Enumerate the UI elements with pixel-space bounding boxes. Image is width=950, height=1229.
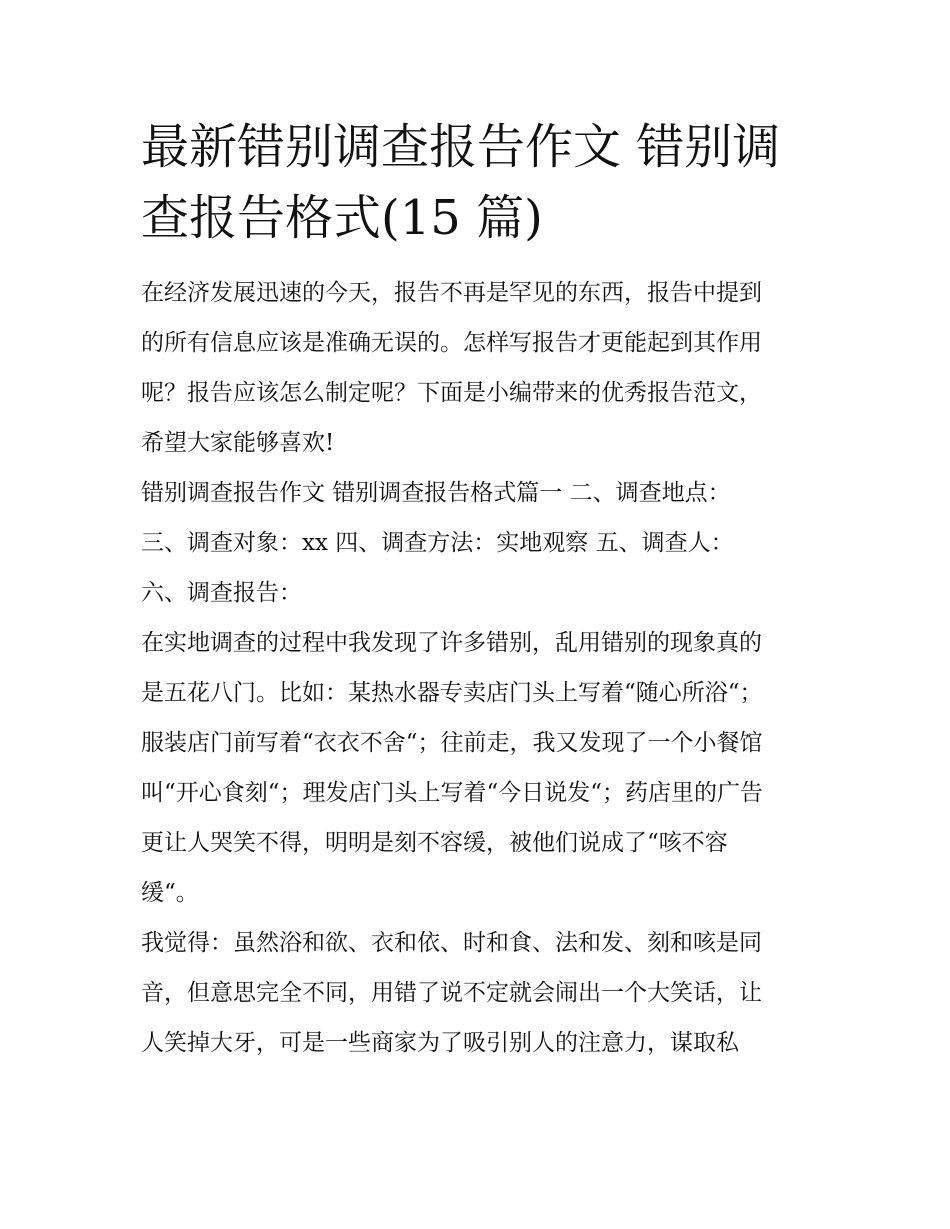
paragraph-intro — [141, 268, 821, 468]
text-line: 希望大家能够喜欢! — [141, 430, 335, 456]
text-line: 我觉得：虽然浴和欲、衣和依、时和食、法和发、刻和咳是同 — [141, 930, 762, 956]
text-line: 缓“。 — [141, 880, 199, 906]
text-line: 更让人哭笑不得，明明是刻不容缓，被他们说成了“咳不容 — [141, 830, 728, 856]
document-title — [141, 112, 821, 254]
paragraph-outline — [141, 468, 821, 618]
text-line: 在经济发展迅速的今天，报告不再是罕见的东西，报告中提到 — [141, 280, 762, 306]
text-line: 是五花八门。比如：某热水器专卖店门头上写着“随心所浴“； — [141, 680, 763, 706]
text-line: 六、调查报告： — [141, 580, 302, 606]
text-line: 叫“开心食刻“；理发店门头上写着“今日说发“；药店里的广告 — [141, 780, 764, 806]
title-line: 查报告格式(15 篇) — [141, 190, 543, 246]
text-line: 呢？报告应该怎么制定呢？下面是小编带来的优秀报告范文， — [141, 380, 762, 406]
title-line: 最新错别调查报告作文 错别调 — [141, 119, 781, 175]
text-line: 三、调查对象：xx 四、调查方法：实地观察 五、调查人： — [141, 530, 734, 556]
text-line: 的所有信息应该是准确无误的。怎样写报告才更能起到其作用 — [141, 330, 762, 356]
text-line: 服装店门前写着“衣衣不舍“；往前走，我又发现了一个小餐馆 — [141, 730, 763, 756]
document-content — [141, 112, 821, 1068]
text-line: 人笑掉大牙，可是一些商家为了吸引别人的注意力，谋取私 — [141, 1030, 739, 1056]
text-line: 音，但意思完全不同，用错了说不定就会闹出一个大笑话，让 — [141, 980, 762, 1006]
text-line: 在实地调查的过程中我发现了许多错别，乱用错别的现象真的 — [141, 630, 762, 656]
paragraph-opinion — [141, 918, 821, 1068]
paragraph-findings — [141, 618, 821, 918]
text-line: 错别调查报告作文 错别调查报告格式篇一 二、调查地点： — [141, 480, 731, 506]
